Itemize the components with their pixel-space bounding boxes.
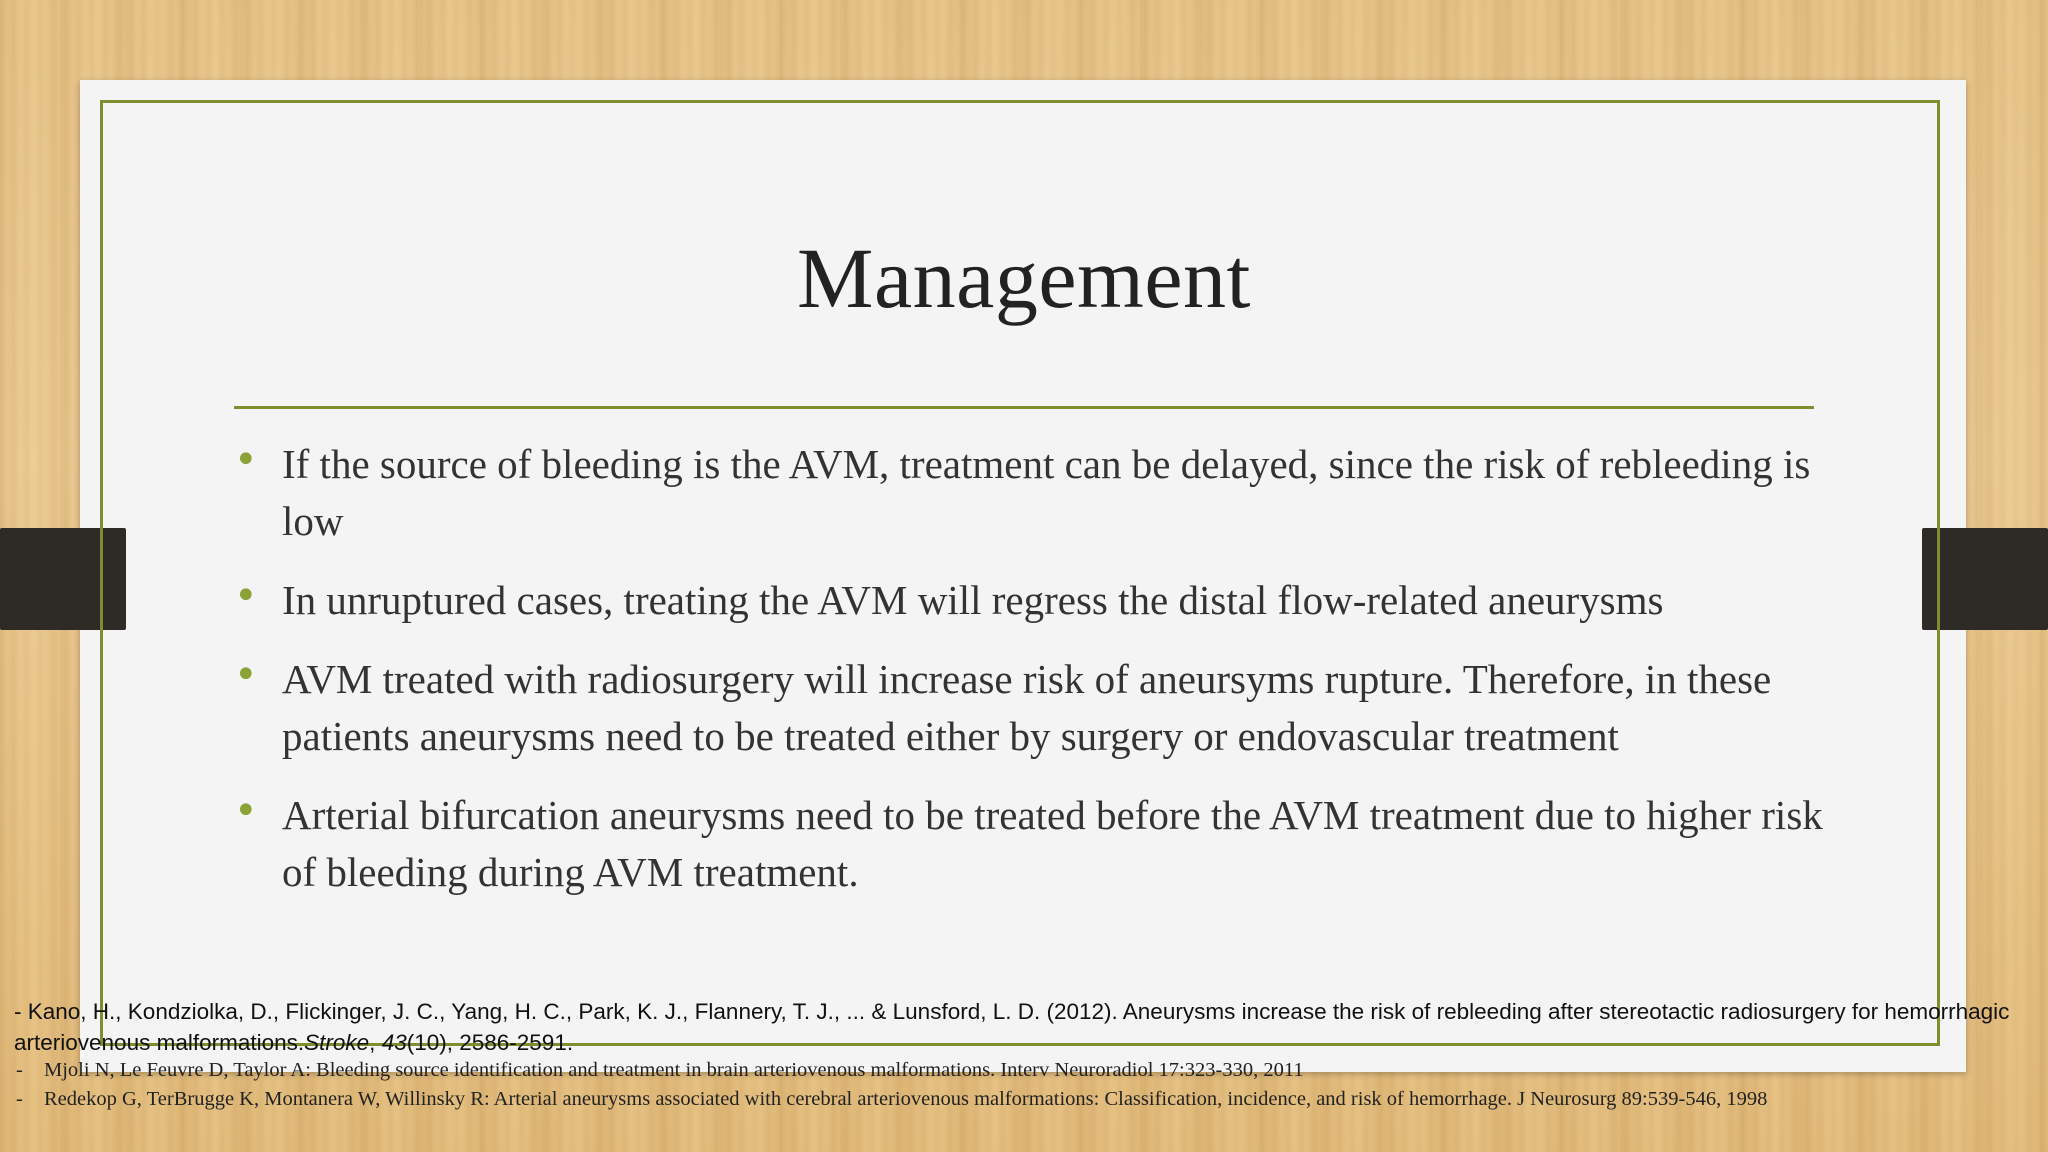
reference-text: Redekop G, TerBrugge K, Montanera W, Willinsky R: Arterial aneurysms associated with cerebral arteriovenous malformations: Classification, incidence, and risk of hemorrhage. J Neurosurg 89:539-546, 1998 bbox=[44, 1088, 1768, 1110]
right-binder-tab bbox=[1922, 528, 2048, 630]
bullet-item bbox=[232, 436, 1832, 550]
title-divider bbox=[234, 406, 1814, 409]
bullet-text: If the source of bleeding is the AVM, treatment can be delayed, since the risk of rebleeding is low bbox=[282, 441, 1811, 544]
reference-dash: - bbox=[16, 1059, 23, 1081]
reference-item bbox=[14, 1085, 2014, 1114]
bullet-icon: • bbox=[234, 573, 258, 619]
reference-item bbox=[14, 1056, 2014, 1085]
bullet-text: In unruptured cases, treating the AVM will regress the distal flow-related aneurysms bbox=[282, 577, 1664, 623]
bullet-text: AVM treated with radiosurgery will increase risk of aneursyms rupture. Therefore, in these patients aneurysms need to be treated either by surgery or endovascular treatment bbox=[282, 656, 1772, 759]
bullet-icon: • bbox=[234, 652, 258, 698]
reference-list bbox=[14, 1056, 2014, 1114]
reference-kano-text: - Kano, H., Kondziolka, D., Flickinger, J. C., Yang, H. C., Park, K. J., Flannery, T. J., ... & Lunsford, L. D. (2012). Aneurysms increase the risk of rebleeding after stereotactic radiosurgery for hemorrhagic arteriovenous malformations. bbox=[14, 999, 2010, 1055]
bullet-icon: • bbox=[234, 437, 258, 483]
reference-volume: 43 bbox=[381, 1030, 407, 1055]
bullet-icon: • bbox=[234, 788, 258, 834]
bullet-list bbox=[232, 436, 1832, 923]
reference-journal: Stroke bbox=[304, 1030, 370, 1055]
bullet-text: Arterial bifurcation aneurysms need to be treated before the AVM treatment due to higher risk of bleeding during AVM treatment. bbox=[282, 792, 1823, 895]
bullet-item bbox=[232, 651, 1832, 765]
bullet-item bbox=[232, 572, 1832, 629]
reference-kano bbox=[14, 996, 2014, 1058]
reference-text: Mjoli N, Le Feuvre D, Taylor A: Bleeding source identification and treatment in brain arteriovenous malformations. Interv Neuroradiol 17:323-330, 2011 bbox=[44, 1059, 1304, 1081]
slide-title: Management bbox=[797, 230, 1251, 326]
reference-sep: , bbox=[369, 1030, 382, 1055]
bullet-item bbox=[232, 787, 1832, 901]
reference-pages: (10), 2586-2591. bbox=[406, 1030, 574, 1055]
reference-dash: - bbox=[16, 1088, 23, 1110]
